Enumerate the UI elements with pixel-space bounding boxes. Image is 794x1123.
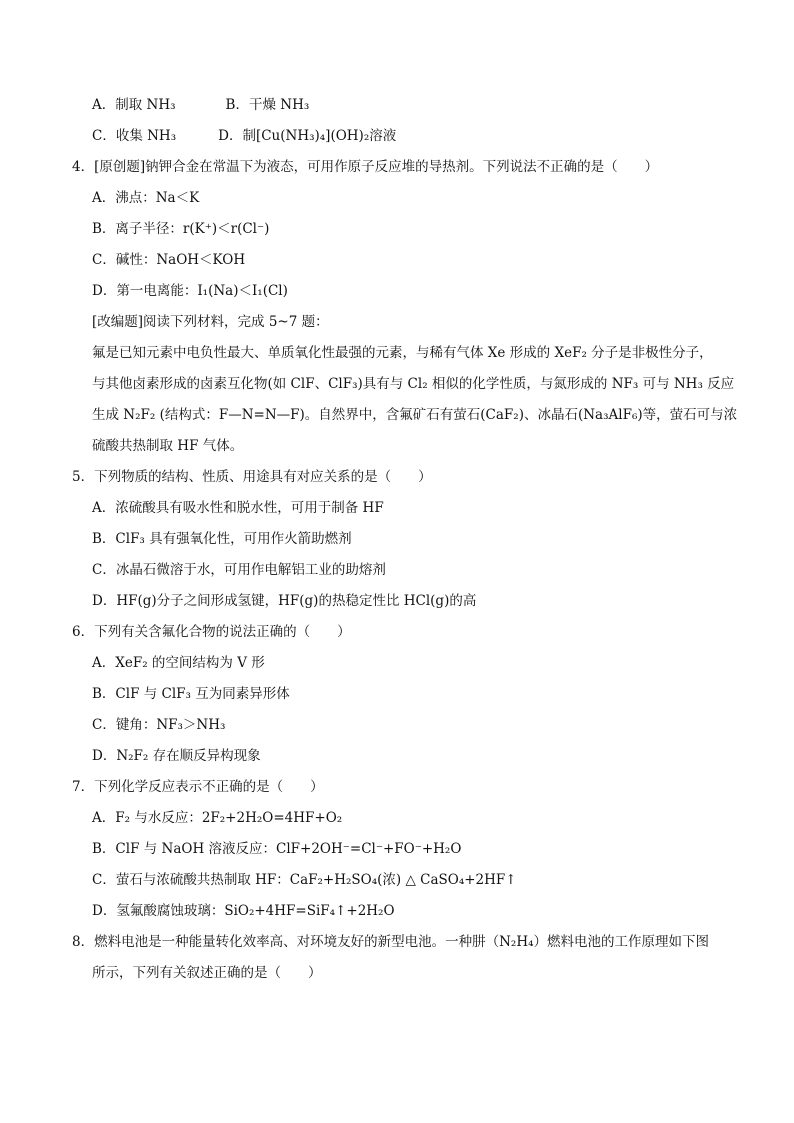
q7-option-a: A．F₂ 与水反应：2F₂+2H₂O=4HF+O₂ — [92, 810, 343, 826]
q3-options-row-2 — [92, 127, 396, 145]
q6-option-a: A．XeF₂ 的空间结构为 V 形 — [92, 655, 265, 671]
q3-option-d: D．制[Cu(NH₃)₄](OH)₂溶液 — [218, 128, 397, 144]
q7-option-d: D．氢氟酸腐蚀玻璃：SiO₂+4HF=SiF₄↑+2H₂O — [92, 903, 395, 919]
q3-option-c: C．收集 NH₃ — [92, 128, 177, 144]
q4-stem: 4．[原创题]钠钾合金在常温下为液态，可用作原子反应堆的导热剂。下列说法不正确的是（ ） — [72, 159, 659, 175]
material-line-2: 与其他卤素形成的卤素互化物(如 ClF、ClF₃)具有与 Cl₂ 相似的化学性质，与氮形成的 NF₃ 可与 NH₃ 反应 — [92, 376, 735, 392]
q8-stem-line-1: 8．燃料电池是一种能量转化效率高、对环境友好的新型电池。一种肼（N₂H₄）燃料电池的工作原理如下图 — [72, 934, 709, 950]
q4-option-a: A．沸点：Na＜K — [92, 190, 200, 206]
q6-option-b: B．ClF 与 ClF₃ 互为同素异形体 — [92, 686, 290, 702]
material-line-4: 硫酸共热制取 HF 气体。 — [92, 438, 244, 454]
q5-stem: 5．下列物质的结构、性质、用途具有对应关系的是（ ） — [72, 469, 432, 485]
q5-option-d: D．HF(g)分子之间形成氢键，HF(g)的热稳定性比 HCl(g)的高 — [92, 593, 477, 609]
q3-option-a: A．制取 NH₃ — [92, 97, 176, 113]
q4-option-b: B．离子半径：r(K⁺)＜r(Cl⁻) — [92, 221, 270, 237]
q6-stem: 6．下列有关含氟化合物的说法正确的（ ） — [72, 624, 351, 640]
q8-stem-line-2: 所示，下列有关叙述正确的是（ ） — [92, 965, 322, 981]
q4-option-c: C．碱性：NaOH＜KOH — [92, 252, 246, 268]
q5-option-a: A．浓硫酸具有吸水性和脱水性，可用于制备 HF — [92, 500, 384, 516]
material-line-1: 氟是已知元素中电负性最大、单质氧化性最强的元素，与稀有气体 Xe 形成的 XeF₂ 分子是非极性分子， — [92, 345, 713, 361]
material-intro: [改编题]阅读下列材料，完成 5~7 题： — [92, 314, 329, 330]
q3-option-b: B．干燥 NH₃ — [225, 97, 310, 113]
q5-option-c: C．冰晶石微溶于水，可用作电解铝工业的助熔剂 — [92, 562, 386, 578]
q7-stem: 7．下列化学反应表示不正确的是（ ） — [72, 779, 324, 795]
q6-option-d: D．N₂F₂ 存在顺反异构现象 — [92, 748, 261, 764]
q7-option-b: B．ClF 与 NaOH 溶液反应：ClF+2OH⁻=Cl⁻+FO⁻+H₂O — [92, 841, 462, 857]
q3-options-row-1 — [92, 96, 309, 114]
q4-option-d: D．第一电离能：I₁(Na)＜I₁(Cl) — [92, 283, 288, 299]
material-line-3: 生成 N₂F₂ (结构式：F—N=N—F)。自然界中，含氟矿石有萤石(CaF₂)、冰晶石(Na₃AlF₆)等，萤石可与浓 — [92, 407, 738, 423]
q5-option-b: B．ClF₃ 具有强氧化性，可用作火箭助燃剂 — [92, 531, 352, 547]
q7-option-c: C．萤石与浓硫酸共热制取 HF：CaF₂+H₂SO₄(浓) △ CaSO₄+2HF↑ — [92, 872, 517, 888]
q6-option-c: C．键角：NF₃＞NH₃ — [92, 717, 226, 733]
